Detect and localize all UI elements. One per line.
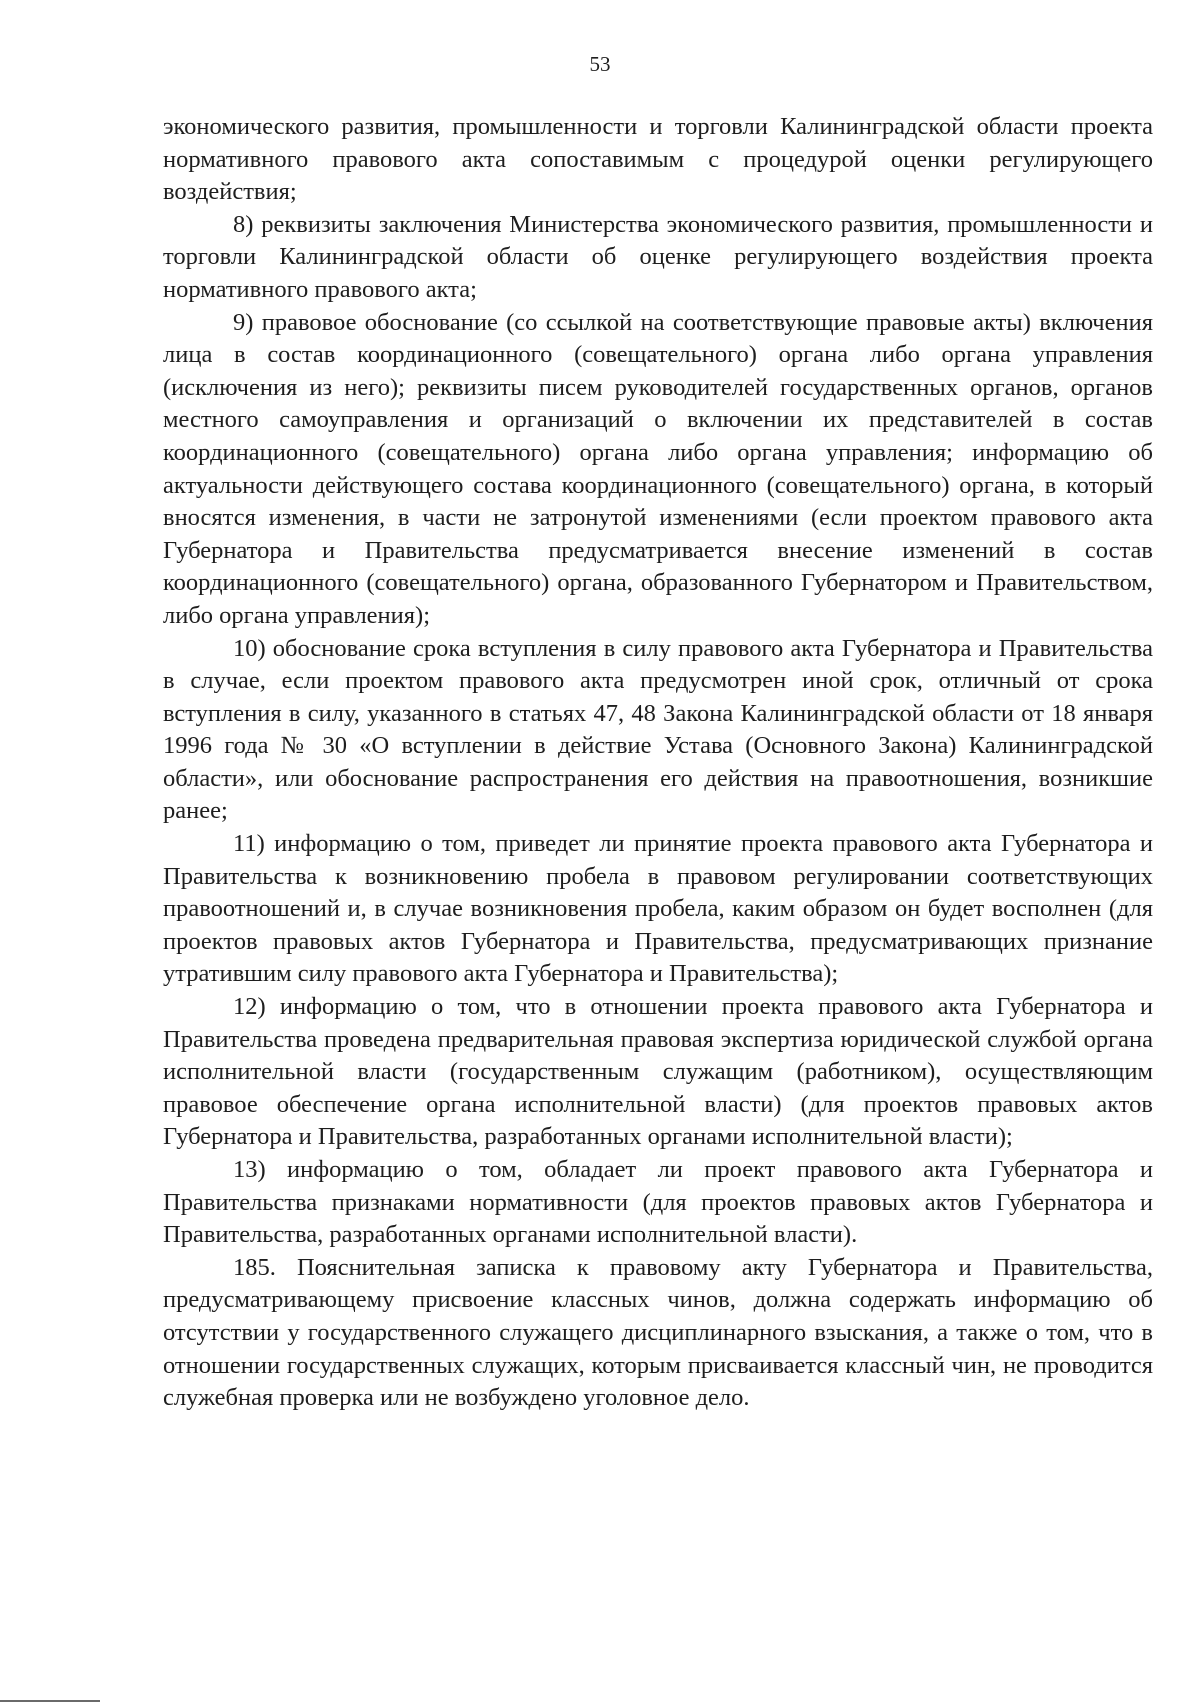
list-item-13: 13) информацию о том, обладает ли проект правового акта Губернатора и Правительства признаками нормативности (для проектов правовых актов Губернатора и Правительства, разработанных органами исполнительной власти). bbox=[163, 1156, 1153, 1249]
page-number: 53 bbox=[589, 52, 611, 76]
document-body bbox=[163, 111, 1153, 1415]
list-item-9: 9) правовое обоснование (со ссылкой на соответствующие правовые акты) включения лица в состав координационного (совещательного) органа либо органа управления (исключения из него); реквизиты писем руководителей государственных органов, органов местного самоуправления и организаций о включении их представителей в состав координационного (совещательного) органа либо органа управления; информацию об актуальности действующего состава координационного (совещательного) органа, в который вносятся изменения, в части не затронутой изменениями (если проектом правового акта Губернатора и Правительства предусматривается внесение изменений в состав координационного (совещательного) органа, образованного Губернатором и Правительством, либо органа управления); bbox=[163, 308, 1153, 629]
list-item-10: 10) обоснование срока вступления в силу правового акта Губернатора и Правительства в случае, если проектом правового акта предусмотрен иной срок, отличный от срока вступления в силу, указанного в статьях 47, 48 Закона Калининградской области от 18 января 1996 года № 30 «О вступлении в действие Устава (Основного Закона) Калининградской области», или обоснование распространения его действия на правоотношения, возникшие ранее; bbox=[163, 634, 1153, 825]
clause-185: 185. Пояснительная записка к правовому акту Губернатора и Правительства, предусматривающему присвоение классных чинов, должна содержать информацию об отсутствии у государственного служащего дисциплинарного взыскания, а также о том, что в отношении государственных служащих, которым присваивается классный чин, не проводится служебная проверка или не возбуждено уголовное дело. bbox=[163, 1253, 1153, 1412]
list-item-11: 11) информацию о том, приведет ли принятие проекта правового акта Губернатора и Правительства к возникновению пробела в правовом регулировании соответствующих правоотношений и, в случае возникновения пробела, каким образом он будет восполнен (для проектов правовых актов Губернатора и Правительства, предусматривающих признание утратившим силу правового акта Губернатора и Правительства); bbox=[163, 830, 1153, 988]
paragraph-continuation: экономического развития, промышленности и торговли Калининградской области проекта нормативного правового акта сопоставимым с процедурой оценки регулирующего воздействия; bbox=[163, 113, 1153, 206]
list-item-8: 8) реквизиты заключения Министерства экономического развития, промышленности и торговли Калининградской области об оценке регулирующего воздействия проекта нормативного правового акта; bbox=[163, 210, 1153, 303]
list-item-12: 12) информацию о том, что в отношении проекта правового акта Губернатора и Правительства проведена предварительная правовая экспертиза юридической службой органа исполнительной власти (государственным служащим (работником), осуществляющим правовое обеспечение органа исполнительной власти) (для проектов правовых актов Губернатора и Правительства, разработанных органами исполнительной власти); bbox=[163, 993, 1153, 1151]
